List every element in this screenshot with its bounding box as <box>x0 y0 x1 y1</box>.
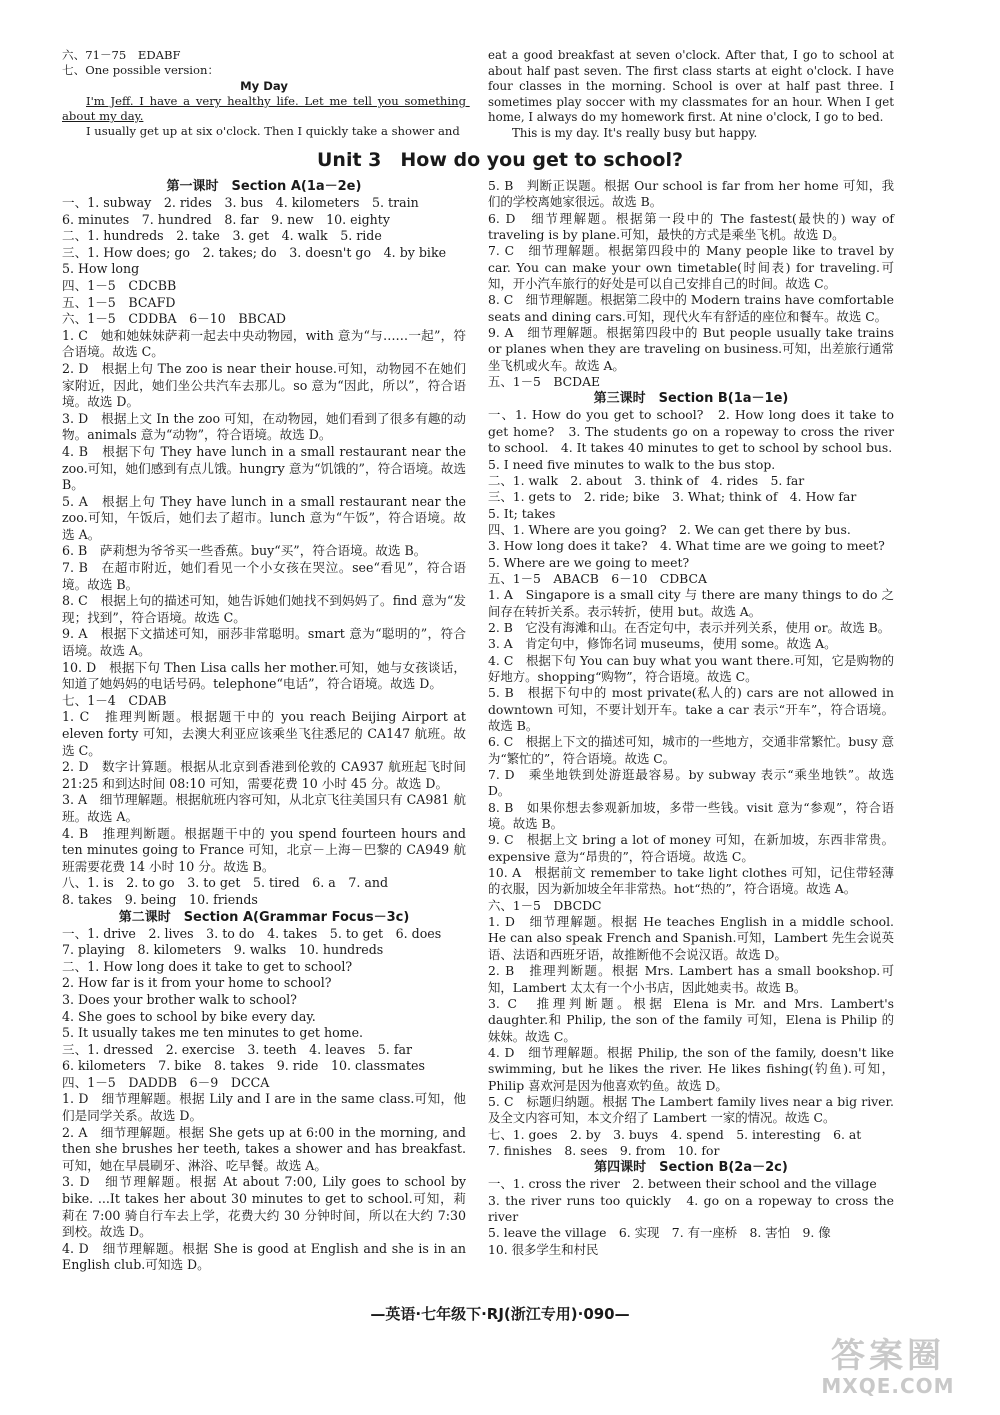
watermark-logo <box>798 1337 978 1401</box>
answer-line: 2. B 它没有海滩和山。在否定句中，表示并列关系，使用 or。故选 B。 <box>488 619 891 635</box>
section-heading: 第三课时 Section B(1a－1e) <box>593 391 789 407</box>
answer-line: 5. C 标题归纳题。根据 The Lambert family lives near a big river.及全文内容可知，本文介绍了 Lambert 一家的情况。故选 C。 <box>488 1093 894 1126</box>
section-heading: 第二课时 Section A(Grammar Focus－3c) <box>118 909 410 925</box>
answer-line: 10. 很多学生和村民 <box>488 1241 599 1257</box>
answer-line: 3. C 推理判断题。根据 Elena is Mr. and Mrs. Lambert's daughter.和 Philip, the son of the family 可知，Elena is Philip 的妹妹。故选 C。 <box>488 995 898 1044</box>
answer-line: 二、1. walk 2. about 3. think of 4. rides 5. far <box>488 472 805 488</box>
answer-line: 6. minutes 7. hundred 8. far 9. new 10. eighty <box>62 211 390 227</box>
essay-title: My Day <box>240 78 288 93</box>
answer-line: 3. Does your brother walk to school? <box>62 991 297 1007</box>
essay-continuation-column <box>488 48 898 141</box>
answer-line: 三、1. dressed 2. exercise 3. teeth 4. leaves 5. far <box>62 1041 413 1057</box>
essay-body: I usually get up at six o'clock. Then I quickly take a shower and <box>86 124 460 139</box>
answer-line: 3. How long does it take? 4. What time are we going to meet? <box>488 538 885 554</box>
essay-column <box>62 48 470 140</box>
answer-line: 5. B 判断正误题。根据 Our school is far from her home 可知，我们的学校离她家很远。故选 B。 <box>488 178 894 210</box>
answer-line: 2. A 细节理解题。根据 She gets up at 6:00 in the morning, and then she brushes her teeth, takes a shower and has breakfast.可知，她在早晨刷牙、淋浴、吃早餐。故选 A。 <box>62 1124 471 1173</box>
page-footer: —英语·七年级下·RJ(浙江专用)·090— <box>370 1305 630 1323</box>
section-heading: 第四课时 Section B(2a－2c) <box>594 1160 788 1176</box>
answer-line: 4. D 细节理解题。根据 She is good at English and she is in an English club.可知选 D。 <box>62 1240 471 1273</box>
answer-line: 9. A 细节理解题。根据第四段中的 But people usually take trains or planes when they are traveling on business.可知，出差旅行通常坐飞机或火车。故选 A。 <box>488 325 898 373</box>
answer-line: 9. C 根据上文 bring a lot of money 可知，在新加坡，东西非常贵。expensive 意为“昂贵的”，符合语境。故选 C。 <box>488 832 894 864</box>
right-answer-column <box>488 178 898 1258</box>
answer-line: 7. C 细节理解题。根据第四段中的 Many people like to travel by car. You can make your own timetable(时间表) for traveling.可知，开小汽车旅行的好处是可以自己安排自己的时间。故选 C。 <box>488 243 898 292</box>
answer-line: 3. D 细节理解题。根据 At about 7:00, Lily goes to school by bike. ...It takes her about 30 minutes to get to school.可知，莉莉在 7:00 骑自行车去上学，花费大约 30 分钟时间，所以在大约 7:30 到校。故选 D。 <box>62 1174 471 1240</box>
answer-line: 一、1. subway 2. rides 3. bus 4. kilometers 5. train <box>62 195 419 210</box>
answer-line: 2. D 根据上句 The zoo is near their house.可知，动物园不在她们家附近，因此，她们坐公共汽车去那儿。so 意为“因此，所以”，符合语境。故选 D。 <box>62 360 466 410</box>
answer-line: 5. Where are we going to meet? <box>488 554 690 570</box>
answer-line: 3. D 根据上文 In the zoo 可知，在动物园，她们看到了很多有趣的动物。animals 意为“动物”，符合语境。故选 D。 <box>62 410 466 443</box>
essay-continuation: eat a good breakfast at seven o'clock. After that, I go to school at about half past seven. The first class starts at eight o'clock. I have four classes in the morning. School is over at half past three. I sometimes play soccer with my classmates for an hour. When I get home, I always do my homework first. At nine o'clock, I go to bed. <box>488 48 898 125</box>
answer-line: 二、1. hundreds 2. take 3. get 4. walk 5. ride <box>62 228 382 244</box>
answer-line: 四、1－5 DADDB 6－9 DCCA <box>62 1074 270 1090</box>
answer-line: 1. A Singapore is a small city 与 there are many things to do 之间存在转折关系。表示转折，使用 but。故选 A。 <box>488 587 894 619</box>
answer-line: 五、1－5 BCAFD <box>62 294 176 310</box>
answer-line: 六、71－75 EDABF <box>62 48 181 62</box>
answer-line: 1. C 她和她妹妹萨莉一起去中央动物园，with 意为“与……一起”，符合语境。故选 C。 <box>62 327 466 360</box>
answer-line: 6. D 细节理解题。根据第一段中的 The fastest(最快的) way of traveling is by plane.可知，最快的方式是乘坐飞机。故选 D。 <box>488 210 898 243</box>
answer-line: 8. C 根据上句的描述可知，她告诉她们她找不到妈妈了。find 意为“发现；找到”，符合语境。故选 C。 <box>62 593 466 625</box>
answer-line: 一、1. How do you get to school? 2. How long does it take to get home? 3. The students go on a ropeway to cross the river to school. 4. It takes 40 minutes to get to school by school bus. <box>488 407 898 456</box>
answer-line: 5. A 根据上句 They have lunch in a small restaurant near the zoo.可知，午饭后，她们去了超市。lunch 意为“午饭”，符合语境。故选 A。 <box>62 493 471 542</box>
answer-line: 三、1. gets to 2. ride; bike 3. What; think of 4. How far <box>488 489 857 505</box>
unit-title: Unit 3 How do you get to school? <box>316 149 684 171</box>
answer-line: 3. A 细节理解题。根据航班内容可知，从北京飞往美国只有 CA981 航班。故选 A。 <box>62 792 466 824</box>
answer-line: 6. C 根据上下文的描述可知，城市的一些地方，交通非常繁忙。busy 意为“繁忙的”，符合语境。故选 C。 <box>488 734 894 766</box>
answer-line: 4. B 推理判断题。根据题干中的 you spend fourteen hours and ten minutes going to France 可知，北京－上海－巴黎的 CA949 航班需要花费 14 小时 10 分。故选 B。 <box>62 825 471 874</box>
answer-line: 四、1. Where are you going? 2. We can get there by bus. <box>488 521 851 537</box>
watermark-url: MXQE.COM <box>821 1374 955 1398</box>
answer-line: 4. C 根据下句 You can buy what you want there.可知，它是购物的好地方。shopping“购物”，符合语境。故选 C。 <box>488 652 894 684</box>
section-heading: 第一课时 Section A(1a－2e) <box>166 179 362 194</box>
answer-line: 2. How far is it from your home to school? <box>62 975 332 991</box>
answer-line: 5. I need five minutes to walk to the bus stop. <box>488 456 776 472</box>
answer-line: 1. D 细节理解题。根据 He teaches English in a middle school. He can also speak French and Spanish.可知，Lambert 先生会说英语、法语和西班牙语，故推断他不会说汉语。故选 D。 <box>488 914 898 962</box>
answer-line: 5. How long <box>62 261 140 277</box>
answer-line: 7. finishes 8. sees 9. from 10. for <box>488 1142 720 1158</box>
answer-line: 四、1－5 CDCBB <box>62 277 177 293</box>
answer-line: 二、1. How long does it take to get to school? <box>62 958 353 974</box>
answer-line: 4. D 细节理解题。根据 Philip, the son of the family, doesn't like swimming, but he likes the river. He likes fishing(钓鱼).可知，Philip 喜欢河是因为他喜欢钓鱼。故选 D。 <box>488 1044 898 1093</box>
answer-line: 2. D 数字计算题。根据从北京到香港到伦敦的 CA937 航班起飞时间 21:25 和到达时间 08:10 可知，需要花费 10 小时 45 分。故选 D。 <box>62 759 471 791</box>
answer-line: 7. D 乘坐地铁到处游逛最容易。by subway 表示“乘坐地铁”。故选 D。 <box>488 767 898 799</box>
answer-line: 八、1. is 2. to go 3. to get 5. tired 6. a 7. and <box>62 875 389 891</box>
answer-line: 5. B 根据下句中的 most private(私人的) cars are not allowed in downtown 可知，不要计划开车。take a car 表示“开车”，符合语境。故选 B。 <box>488 685 898 733</box>
answer-line: 4. She goes to school by bike every day. <box>62 1008 316 1024</box>
answer-line: 1. D 细节理解题。根据 Lily and I are in the same class.可知，他们是同学关系。故选 D。 <box>62 1091 466 1124</box>
answer-line: 8. B 如果你想去参观新加坡，多带一些钱。visit 意为“参观”，符合语境。故选 B。 <box>488 799 894 832</box>
answer-line: 4. B 根据下句 They have lunch in a small restaurant near the zoo.可知，她们感到有点儿饿。hungry 意为“饥饿的”，符合语境。故选 B。 <box>62 443 471 493</box>
answer-line: 10. A 根据前文 remember to take light clothes 可知，记住带轻薄的衣服，因为新加坡全年非常热。hot“热的”，符合语境。故选 A。 <box>488 865 894 897</box>
answer-line: 五、1－5 BCDAE <box>488 374 601 390</box>
answer-line: 2. B 推理判断题。根据 Mrs. Lambert has a small bookshop.可知，Lambert 太太有一个小书店，因此她卖书。故选 B。 <box>488 963 894 995</box>
answer-line: 8. takes 9. being 10. friends <box>62 891 258 907</box>
answer-line: 七、1－4 CDAB <box>62 692 167 708</box>
answer-line: 6. B 萨莉想为爷爷买一些香蕉。buy“买”，符合语境。故选 B。 <box>62 543 427 559</box>
left-answer-column <box>62 178 471 1274</box>
answer-line: 7. B 在超市附近，她们看见一个小女孩在哭泣。see“看见”，符合语境。故选 B。 <box>62 560 466 592</box>
answer-line: 3. A 肯定句中，修饰名词 museums，使用 some。故选 A。 <box>488 636 837 652</box>
answer-line: 9. A 根据下文描述可知，丽莎非常聪明。smart 意为“聪明的”，符合语境。故选 A。 <box>62 626 466 659</box>
answer-line: 七、1. goes 2. by 3. buys 4. spend 5. interesting 6. at <box>488 1126 862 1142</box>
answer-line: 一、1. cross the river 2. between their school and the village <box>488 1176 877 1192</box>
answer-line: 六、1－5 CDDBA 6－10 BBCAD <box>62 311 286 327</box>
answer-line: 一、1. drive 2. lives 3. to do 4. takes 5. to get 6. does <box>62 925 442 941</box>
answer-line: 五、1－5 ABACB 6－10 CDBCA <box>488 570 707 586</box>
answer-line: 6. kilometers 7. bike 8. takes 9. ride 10. classmates <box>62 1058 425 1074</box>
answer-line: 7. playing 8. kilometers 9. walks 10. hundreds <box>62 942 384 958</box>
answer-line: 5. leave the village 6. 实现 7. 有一座桥 8. 害怕 9. 像 <box>488 1225 831 1241</box>
essay-intro: I'm Jeff. I have a very healthy life. Let me tell you something about my day. <box>62 93 470 124</box>
answer-line: 5. It usually takes me ten minutes to get home. <box>62 1025 364 1041</box>
answer-line: 3. the river runs too quickly 4. go on a ropeway to cross the river <box>488 1192 898 1224</box>
answer-line: 5. It; takes <box>488 505 556 521</box>
answer-line: 三、1. How does; go 2. takes; do 3. doesn't go 4. by bike <box>62 244 447 260</box>
essay-closing: This is my day. It's really busy but happy. <box>512 125 758 140</box>
answer-line: 六、1－5 DBCDC <box>488 897 602 913</box>
answer-line: 1. C 推理判断题。根据题干中的 you reach Beijing Airport at eleven forty 可知，去澳大利亚应该乘坐飞往悉尼的 CA147 航班。故选 C。 <box>62 709 471 758</box>
answer-line: 七、One possible version： <box>62 63 220 78</box>
answer-line: 10. D 根据下句 Then Lisa calls her mother.可知，她与女孩谈话，知道了她妈妈的电话号码。telephone“电话”，符合语境。故选 D。 <box>62 659 466 692</box>
watermark-text: 答案圈 <box>831 1336 945 1376</box>
answer-line: 8. C 细节理解题。根据第二段中的 Modern trains have comfortable seats and dining cars.可知，现代火车有舒适的座位和餐车。故选 C。 <box>488 292 898 324</box>
